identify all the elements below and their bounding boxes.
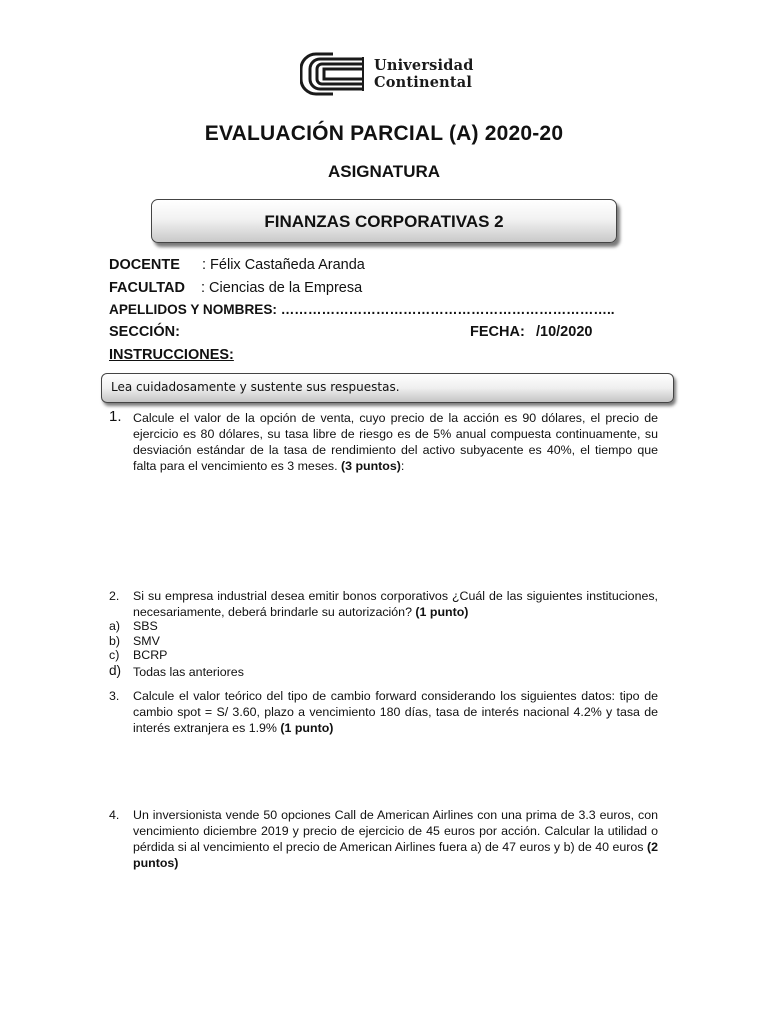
instructions-banner <box>101 373 674 403</box>
option-b: b) SMV <box>109 633 160 648</box>
option-a: a) SBS <box>109 619 158 633</box>
docente-value: : Félix Castañeda Aranda <box>202 257 365 273</box>
course-name: FINANZAS CORPORATIVAS 2 <box>264 212 504 231</box>
question-2 <box>109 588 658 679</box>
question-points: (2 puntos) <box>133 840 658 870</box>
question-text: Calcule el valor de la opción de venta, cuyo precio de la acción es 90 dólares, el precio de ejercicio es 80 dólares, su tasa libre de riesgo es de 5% anual compuesta continuamente, su desviación estándar de la tasa de rendimiento del activo subyacente es 40%, el tiempo que falta para el vencimiento es 3 meses. (3 puntos): <box>133 411 658 473</box>
question-points: (1 punto) <box>415 605 469 619</box>
logo-text <box>374 57 474 91</box>
fecha-row <box>470 324 592 340</box>
apellidos-label: APELLIDOS Y NOMBRES: ……………………………………………………………….. <box>109 302 615 317</box>
question-1 <box>109 410 658 474</box>
question-points: (3 puntos) <box>341 459 401 473</box>
question-points: (1 punto) <box>280 721 334 735</box>
subject-heading: ASIGNATURA <box>327 162 441 181</box>
question-text: Calcule el valor teórico del tipo de cambio forward considerando los siguientes datos: tipo de cambio spot = S/ 3.60, plazo a vencimiento 180 días, tasa de interés nacional 4.2% y tasa de interés extranjera es 1.9% (1 punto) <box>133 689 658 735</box>
facultad-value: : Ciencias de la Empresa <box>201 280 363 296</box>
question-text: Si su empresa industrial desea emitir bonos corporativos ¿Cuál de las siguientes instituciones, necesariamente, deberá brindarle su autorización? (1 punto) <box>133 589 658 619</box>
option-d: d) Todas las anteriores <box>109 662 244 679</box>
course-banner <box>151 199 617 243</box>
logo-line-1: Universidad <box>374 57 474 74</box>
continental-logo-icon <box>300 52 366 96</box>
facultad-label: FACULTAD <box>109 280 185 296</box>
instructions-text: Lea cuidadosamente y sustente sus respuestas. <box>111 380 400 394</box>
apellidos-row <box>109 302 615 317</box>
seccion-label: SECCIÓN: <box>109 324 180 340</box>
university-logo <box>300 52 475 96</box>
question-number: 1. <box>109 408 122 425</box>
fecha-value: /10/2020 <box>536 324 593 340</box>
exam-title: EVALUACIÓN PARCIAL (A) 2020-20 <box>204 122 564 145</box>
question-number: 4. <box>109 808 120 822</box>
facultad-row <box>109 280 362 296</box>
question-4 <box>109 807 658 871</box>
question-number: 3. <box>109 689 120 703</box>
question-text: Un inversionista vende 50 opciones Call de American Airlines con una prima de 3.3 euros, con vencimiento diciembre 2019 y precio de ejercicio de 45 euros por acción. Calcular la utilidad o pérdida si al vencimiento el precio de American Airlines fuera a) de 47 euros y b) de 40 euros (2 puntos) <box>133 808 658 870</box>
question-number: 2. <box>109 589 120 603</box>
answer-options <box>109 619 658 679</box>
logo-line-2: Continental <box>374 74 473 91</box>
question-3 <box>109 688 658 736</box>
fecha-label: FECHA: <box>470 324 525 340</box>
docente-label: DOCENTE <box>109 257 180 273</box>
instrucciones-heading: INSTRUCCIONES: <box>109 347 234 363</box>
option-c: c) BCRP <box>109 648 168 662</box>
docente-row <box>109 257 365 273</box>
